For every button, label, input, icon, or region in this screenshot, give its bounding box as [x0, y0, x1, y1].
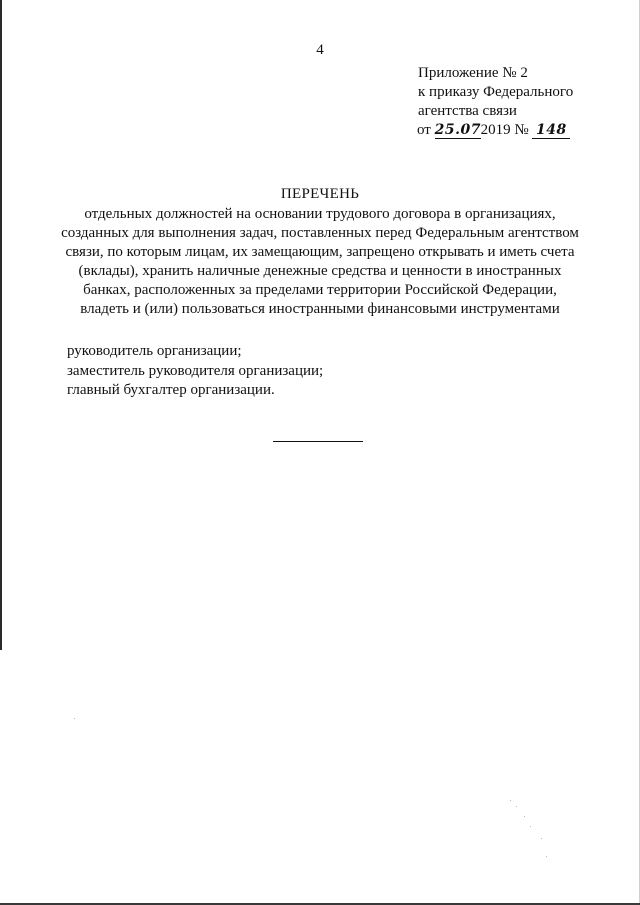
appendix-header	[418, 64, 573, 140]
scan-speck	[74, 718, 75, 719]
position-item: главный бухгалтер организации.	[67, 382, 275, 398]
positions-list	[67, 342, 323, 401]
position-item: руководитель организации;	[67, 343, 242, 359]
page-number: 4	[316, 42, 324, 58]
position-item: заместитель руководителя организации;	[67, 362, 324, 379]
document-title: ПЕРЕЧЕНЬ	[280, 186, 360, 202]
scan-edge-left	[0, 0, 2, 650]
year-and-number-label: 2019 №	[480, 122, 529, 138]
appendix-agency: агентства связи	[418, 103, 517, 119]
scan-speck	[530, 826, 531, 827]
scan-speck	[546, 856, 547, 857]
closing-separator-line	[273, 441, 363, 442]
date-prefix: от	[417, 122, 431, 138]
scan-speck	[510, 800, 511, 801]
scan-speck	[524, 816, 525, 817]
appendix-date-line	[417, 121, 573, 140]
scan-speck	[541, 838, 542, 839]
document-subtitle: отдельных должностей на основании трудового договора в организациях, созданных для выполнения задач, поставленных перед Федеральным агентством связи, по которым лицам, их замещающим, запрещено открывать и иметь счета (вклады), хранить наличные денежные средства и ценности в иностранных банках, расположенных за пределами территории Российской Федерации, владеть и (или) пользоваться иностранными финансовыми инструментами	[61, 206, 579, 317]
scan-speck	[516, 806, 517, 807]
handwritten-order-number: 148	[532, 123, 570, 139]
handwritten-date: 25.07	[434, 122, 481, 138]
appendix-order-ref: к приказу Федерального	[418, 84, 574, 100]
appendix-title: Приложение № 2	[418, 65, 528, 81]
